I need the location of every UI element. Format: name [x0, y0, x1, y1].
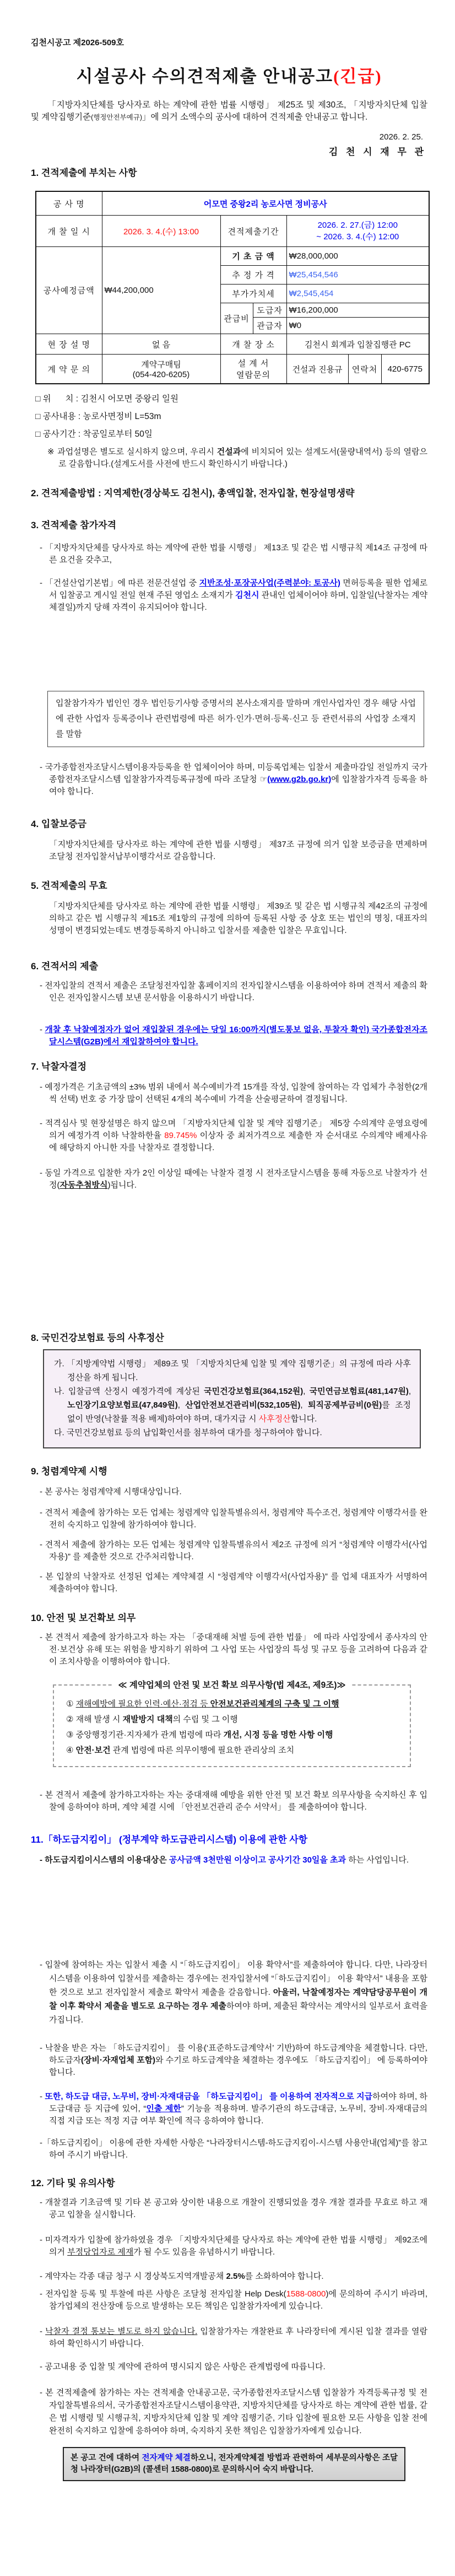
table-value-estimated-price: ₩25,454,546 — [286, 266, 429, 285]
text-run: 2.5% — [226, 2272, 245, 2281]
text-run: 에 비치되어 있는 설계도서(물량내역서) 등의 열람으로 갈음합니다.(설계도서를 사전에 반드시 확인하시기 바랍니다.) — [58, 447, 428, 469]
table-value-contract-inquiry — [102, 355, 220, 384]
text-run: - — [40, 2327, 46, 2336]
table-label-base-amount: 기 초 금 액 — [220, 247, 286, 266]
text-run: 하는 사업입니다. — [346, 1855, 409, 1865]
text-run: 1588-0800 — [286, 2289, 326, 2299]
section-heading-11: 11.「하도급지킴이」 (정부계약 하도급관리시스템) 이용에 관한 사항 — [31, 1834, 308, 1845]
box-item-da: 다. 국민건강보험료 등의 납입확인서를 첨부하여 대가를 청구하여야 합니다. — [54, 1428, 322, 1437]
submission-period-start: 2026. 2. 27.(금) 12:00 — [317, 221, 398, 230]
page-break-gap — [31, 1192, 427, 1332]
text-run: 89.745% — [164, 1131, 197, 1140]
contract-team: 계약구매팀 — [141, 360, 181, 369]
text-run: 인출 제한 — [146, 2104, 181, 2113]
contract-phone: (054-420-6205) — [132, 370, 190, 379]
text-run: 자동추첨방식 — [59, 1180, 108, 1190]
text-run: 전자계약 체결 — [142, 2454, 191, 2462]
text-run: - 국가종합전자조달시스템이용자등록을 한 업체이어야 하며, 미등록업체는 입찰서 제출마감일 전일까지 국가종합전자조달시스템 입찰참가자격등록규정에 따라 조달청 ☞ — [40, 763, 427, 784]
page-title — [31, 62, 427, 87]
table-label-opening-place: 개 찰 장 소 — [220, 334, 286, 355]
text-run: 를 조정 없이 반영(낙찰률 적용 배제)하여야 하며, 대가지급 시 — [67, 1400, 411, 1424]
text-run: 에 입찰참가자격 등록을 하여야 합니다. — [49, 775, 427, 796]
list-item — [40, 577, 427, 614]
text-run: 사후정산 — [258, 1414, 291, 1424]
table-label-phone: 연락처 — [348, 355, 381, 384]
table-value-contractor-supply: ₩16,200,000 — [286, 303, 429, 318]
text-run: 또한, 하도급 대금, 노무비, 장비·자재대금을 「하도급지킴이」 를 이용하여 전자적으로 지급 — [45, 2092, 373, 2101]
text-run: 합니다. — [290, 1414, 317, 1424]
table-value-project-name: 어모면 중왕2리 농로사면 정비공사 — [102, 191, 429, 216]
table-value-opening-place: 김천시 회계과 입찰집행관 PC — [286, 334, 429, 355]
list-item — [40, 2234, 427, 2258]
text-run: - 적격심사 및 현장설명은 하지 않으며 「지방자치단체 입찰 및 계약 집행기준」 제5장 수의계약 운영요령에 의거 예정가격 이하 낙찰하한율 — [40, 1119, 427, 1140]
text-run: 퇴직공제부금비(0원) — [307, 1400, 382, 1410]
text-run: - 미자격자가 입찰에 참가하였을 경우 「지방자치단체를 당사자로 하는 계약에 관한 법률 시행령」 제92조에 의거 — [40, 2235, 427, 2257]
design-inquiry-line2: 열람문의 — [236, 371, 270, 380]
text-run: - 낙찰을 받은 자는 「하도급지킴이」 를 이용(‘표준하도급계약서’ 기반)하여 하도급계약을 체결합니다. 다만, 하도급자 — [40, 2043, 427, 2065]
safety-obligation-2 — [66, 1712, 402, 1727]
location-item: □ 위 치 : 김천시 어모면 중왕리 일원 — [35, 394, 178, 404]
text-run: - 전자입찰 등록 및 투찰에 따른 사항은 조달청 전자입찰 Help Desk( — [40, 2289, 286, 2299]
text-run: 국민연금보험료(481,147원) — [309, 1387, 409, 1396]
text-run: 가 될 수도 있음을 유념하시기 바랍니다. — [133, 2247, 275, 2257]
text-run: 재해예방에 필요한 인력·예산·점검 등 — [75, 1699, 210, 1709]
design-review-note — [47, 446, 427, 470]
text-run: 하여야 하며, 하도급대금 등 지급에 있어, “ — [49, 2092, 427, 2113]
text-run: )에 문의하여 주시기 바라며, 참가업체의 전산장애 등으로 발생하는 모든 책임은 입찰참가자에게 있습니다. — [49, 2289, 427, 2311]
text-run: - 계약자는 각종 대금 청구 시 경상북도지역개발공채 — [40, 2272, 226, 2281]
list-item — [40, 2326, 427, 2350]
text-run: 부정당업자로 제재 — [67, 2247, 134, 2257]
list-item — [40, 2271, 427, 2283]
text-run: 산업안전보건관리비(532,105원) — [185, 1400, 301, 1410]
text-run: 「지방자치단체를 당사자로 하는 계약에 관한 법률 시행령」 제25조 및 제30조, 「지방자치단체 입찰 및 계약집행기준 — [31, 100, 427, 122]
section-heading-12: 12. 기타 및 유의사항 — [31, 2178, 115, 2188]
text-run: 를 소화하여야 합니다. — [245, 2272, 324, 2281]
table-label-contractor-supply: 도급자 — [253, 303, 286, 318]
intro-paragraph — [31, 99, 427, 124]
text-run: 공사금액 3천만원 이상이고 공사기간 30일을 초과 — [169, 1855, 346, 1865]
work-content-item: □ 공사내용 : 농로사면정비 L=53m — [35, 412, 161, 421]
text-run: 안전보건관리체계의 구축 및 그 이행 — [210, 1699, 339, 1709]
table-label-gov-supply: 관급비 — [220, 303, 253, 334]
table-value-opening-date: 2026. 3. 4.(수) 13:00 — [102, 216, 220, 247]
text-run: ③ 중앙행정기관·지자체가 관계 법령에 따라 — [66, 1730, 224, 1740]
table-label-design-inquiry — [220, 355, 286, 384]
list-item — [40, 2091, 427, 2127]
title-urgent-tag: (긴급) — [333, 67, 382, 86]
text-run: 관내인 업체이어야 하며, 입찰일(낙찰자는 계약체결일)까지 당해 자격이 유지되어야 합니다. — [49, 591, 427, 612]
rebid-notice-item — [40, 1024, 427, 1048]
safety-obligation-4 — [66, 1743, 402, 1758]
table-value-submission-period — [286, 216, 429, 247]
text-run: ” 기능을 적용하며. 발주기관의 하도급대금, 노무비, 장비·자재대금의 직접 지급 또는 적정 지급 여부 확인에 적극 응하여야 합니다. — [49, 2104, 428, 2126]
text-run: 입찰참가자는 개찰완료 후 나라장터에 게시된 입찰 결과를 열람하여 확인하시기 바랍니다. — [49, 2327, 427, 2348]
text-run: 본 공고 건에 대하여 — [71, 2454, 142, 2462]
list-item: - 개찰결과 기초금액 및 기타 본 공고와 상이한 내용으로 개찰이 진행되었을 경우 개찰 결과를 무효로 하고 재공고 입찰을 실시합니다. — [40, 2198, 427, 2219]
g2b-link[interactable]: (www.g2b.go.kr) — [267, 775, 332, 784]
table-label-vat: 부가가치세 — [220, 285, 286, 303]
text-run: 」에 의거 소액수의 공사에 대하여 견적제출 안내공고 합니다. — [142, 112, 368, 122]
bid-bond-paragraph: 「지방자치단체를 당사자로 하는 계약에 관한 법률 시행령」 제37조 규정에 의거 입찰 보증금을 면제하며 조달청 전자입찰서납부이행각서로 갈음합니다. — [49, 840, 427, 861]
table-value-base-amount: ₩28,000,000 — [286, 247, 429, 266]
table-label-gov-supplier: 관급자 — [253, 318, 286, 334]
text-run: ※ 과업설명은 별도로 실시하지 않으며, 우리시 — [47, 447, 217, 457]
text-run: , — [408, 1387, 411, 1396]
list-item: - 견적서 제출에 참가하는 모든 업체는 청렴계약 입찰특별유의서, 청렴계약 특수조건, 청렴계약 이행각서를 완전히 숙지하고 입찰에 참가하여야 합니다. — [40, 1508, 427, 1530]
text-run: 재발방지 대책 — [122, 1715, 173, 1724]
list-item: - 공고내용 중 입찰 및 계약에 관하여 명시되지 않은 사항은 관계법령에 따릅니다. — [40, 2362, 326, 2371]
box-item-na — [54, 1384, 411, 1426]
table-label-site-briefing: 현 장 설 명 — [36, 334, 102, 355]
list-item — [40, 1854, 427, 1866]
list-item — [40, 2042, 427, 2079]
design-inquiry-line1: 설 계 서 — [237, 359, 269, 368]
text-run: 개선, 시정 등을 명한 사항 이행 — [223, 1730, 333, 1740]
list-item — [40, 2288, 427, 2312]
project-info-table — [35, 191, 430, 384]
table-value-phone: 420-6775 — [381, 355, 429, 384]
page-break-gap — [31, 1866, 427, 1958]
text-run: , — [303, 1387, 310, 1396]
text-run: - — [40, 2092, 45, 2101]
signer: 김 천 시 재 무 관 — [328, 147, 426, 157]
section-heading-10: 10. 안전 및 보건확보 의무 — [31, 1613, 136, 1623]
safety-obligation-1 — [66, 1697, 402, 1712]
text-run: ② 재해 발생 시 — [66, 1715, 123, 1724]
text-run: 건설과 — [216, 447, 241, 457]
text-run: )됩니다. — [107, 1180, 137, 1190]
work-period-item: □ 공사기간 : 착공일로부터 50일 — [35, 430, 153, 439]
section-heading-3: 3. 견적제출 참가자격 — [31, 520, 116, 530]
text-run: - 하도급지킴이시스템의 이용대상은 — [40, 1855, 169, 1865]
text-run: - 동일 가격으로 입찰한 자가 2인 이상일 때에는 낙찰자 결정 시 전자조달시스템을 통해 자동으로 낙찰자가 선정( — [40, 1168, 427, 1190]
submission-period-end: ~ 2026. 3. 4.(수) 12:00 — [316, 232, 399, 242]
table-value-site-briefing: 없 음 — [102, 334, 220, 355]
safety-obligations-box — [53, 1681, 411, 1767]
list-item: - 본 견적서 제출에 참가하고자 하는 자는 「중대재해 처벌 등에 관한 법률」 에 따라 사업장에서 종사자의 안전·보건상 유해 또는 위험을 방지하기 위하여 그 사업 또는 사업장의 특성 및 규모 등을 고려하여 다음과 같이 조치사항을 이행하여야 합니다. — [40, 1633, 427, 1666]
list-item: - 본 입찰의 낙찰자로 선정된 업체는 계약체결 시 “청렴계약 이행각서(사업자용)” 를 업체 대표자가 서명하여 제출하여야 합니다. — [40, 1572, 427, 1593]
text-run: 이상자 중 최저가격으로 제출한 자 순서대로 수의계약 배제사유에 해당하지 아니한 자를 낙찰자로 결정합니다. — [49, 1131, 427, 1152]
table-value-budget: ₩44,200,000 — [102, 247, 220, 334]
section-heading-1: 1. 견적제출에 부치는 사항 — [31, 168, 137, 178]
table-label-submission-period: 견적제출기간 — [220, 216, 286, 247]
text-run: (장비·자재업체 포함) — [80, 2056, 156, 2065]
text-run: 관계 법령에 따른 의무이행에 필요한 관리상의 조치 — [110, 1746, 295, 1755]
safety-obligation-3 — [66, 1727, 402, 1743]
text-run: 와 수기로 하도급계약을 체결하는 경우에도 「하도급지킴이」 에 등록하여야 합니다. — [49, 2056, 427, 2077]
text-run: 면허등록을 필한 업체로서 입찰공고 게시일 전일 현재 주된 영업소 소재지가 — [49, 578, 427, 600]
section-heading-9: 9. 청렴계약제 시행 — [31, 1466, 107, 1477]
text-run: 나. 입찰금액 산정시 예정가격에 계상된 — [54, 1387, 204, 1396]
text-run: 하여야 하며, 제출된 확약서는 계약서의 일부로서 효력을 가집니다. — [49, 2001, 427, 2025]
section-heading-5: 5. 견적제출의 무효 — [31, 881, 107, 891]
title-main: 시설공사 수의견적제출 안내공고 — [76, 67, 334, 86]
list-item: - 본 견적서 제출에 참가하고자하는 자는 중대재해 예방을 위한 안전 및 보건 확보 의무사항을 숙지하신 후 입찰에 응하여야 하며, 계약 체결 시에 「안전보건관리 준수 서약서」 를 제출하여야 합니다. — [40, 1790, 427, 1812]
list-item: - 본 공사는 청렴계약제 시행대상입니다. — [40, 1487, 182, 1496]
text-run: , — [300, 1400, 308, 1410]
section-heading-8: 8. 국민건강보험료 등의 사후정산 — [31, 1333, 164, 1343]
section-heading-4: 4. 입찰보증금 — [31, 819, 87, 829]
text-run: ① — [66, 1699, 76, 1709]
table-label-estimated-price: 추 정 가 격 — [220, 266, 286, 285]
text-run: - 입찰에 참여하는 자는 입찰서 제출 시 “「하도급지킴이」 이용 확약서”를 제출하여야 합니다. 다만, 나라장터 시스템을 이용하여 입찰서를 제출하는 경우에는 전자입찰서에 “「하도급지킴이」 이용 확약서” 내용을 포함한 것으로 보고 전자입찰서 제출로 확약서 제출을 갈음합니다. — [40, 1960, 427, 1997]
text-run: - 「건설산업기본법」에 따른 전문건설업 중 — [40, 578, 199, 588]
text-run: 낙찰자 결정 통보는 별도로 하지 않습니다. — [45, 2327, 198, 2336]
section-heading-6: 6. 견적서의 제출 — [31, 961, 99, 972]
list-item — [40, 761, 427, 798]
list-item: - 견적서 제출에 참가하는 모든 업체는 청렴계약 입찰특별유의서 제2조 규정에 의거 “청렴계약 이행각서(사업자용)” 를 제출한 것으로 간주처리합니다. — [40, 1540, 427, 1561]
list-item — [40, 1167, 427, 1192]
table-label-project-name: 공 사 명 — [36, 191, 102, 216]
list-item: - 예정가격은 기초금액의 ±3% 범위 내에서 복수예비가격 15개를 작성, 입찰에 참여하는 각 업체가 추첨한(2개씩 선택) 번호 중 가장 많이 선택된 4개의 복수예비 가격을 산술평균하여 결정됩니다. — [40, 1082, 427, 1104]
notice-number: 김천시공고 제2026-509호 — [31, 38, 124, 47]
announcement-date: 2026. 2. 25. — [379, 132, 423, 142]
table-label-contract-inquiry: 계 약 문 의 — [36, 355, 102, 384]
text-run: 김천시 — [235, 591, 259, 600]
text-run: 하오니, 전자계약체결 방법과 관련하여 세부문의사항은 조달청 나라장터(G2B)의 (콜센터 1588-0800)로 문의하시어 숙지 바랍니다. — [71, 2454, 398, 2474]
list-item: - 전자입찰의 견적서 제출은 조달청전자입찰 홈페이지의 전자입찰시스템을 이용하여야 하며 견적서 제출의 확인은 전자입찰시스템 보낸 문서함을 이용하시기 바랍니다. — [40, 981, 427, 1002]
section-heading-7: 7. 낙찰자결정 — [31, 1061, 87, 1072]
text-run: - — [40, 1025, 45, 1034]
safety-obligations-box-title: ≪ 계약업체의 안전 및 보건 확보 의무사항(법 제4조, 제9조)≫ — [112, 1678, 351, 1690]
e-contract-notice-box — [63, 2447, 405, 2481]
section-heading-2: 2. 견적제출방법 : 지역제한(경상북도 김천시), 총액입찰, 전자입찰, 현장설명생략 — [31, 488, 355, 498]
text-run: 의 수립 및 그 이행 — [172, 1715, 238, 1724]
list-item: - 「지방자치단체를 당사자로 하는 계약에 관한 법률 시행령」 제13조 및 같은 법 시행규칙 제14조 규정에 따른 요건을 갖추고, — [40, 543, 427, 565]
text-run: ④ — [66, 1746, 76, 1755]
text-run: 노인장기요양보험료(47,849원) — [67, 1400, 178, 1410]
table-label-opening-date: 개 찰 일 시 — [36, 216, 102, 247]
text-run: 안전·보건 — [75, 1746, 111, 1755]
list-item — [40, 1958, 427, 2027]
list-item: -「하도급지킴이」 이용에 관한 자세한 사항은 “나라장터시스템-하도급지킴이-시스템 사용안내(업체)”를 참고하여 주시기 바랍니다. — [40, 2138, 427, 2160]
table-value-gov-supplier: ₩0 — [286, 318, 429, 334]
list-item: - 본 견적제출에 참가하는 자는 견적제출 안내공고문, 국가종합전자조달시스템 입찰참가 자격등록규정 및 전자입찰특별유의서, 국가종합전자조달시스템이용약관, 지방자치단체를 당사자로 하는 계약에 관한 법률, 같은 법 시행령 및 시행규칙, 지방자치단체 입찰 및 계약 집행기준, 기타 입찰에 필요한 모든 사항을 입찰 전에 완전히 숙지하고 입찰에 응하여야 하며, 숙지하지 못한 책임은 입찰참가자에게 있습니다. — [40, 2388, 427, 2435]
text-run: 아울러, 낙찰예정자는 계약담당공무원이 개찰 이후 확약서 제출을 별도로 요구하는 경우 제출 — [49, 1988, 427, 2011]
license-type-link[interactable]: 지반조성·포장공사업(주력분야: 토공사) — [199, 578, 340, 588]
table-label-budget: 공사예정금액 — [36, 247, 102, 334]
list-item — [40, 1118, 427, 1154]
table-value-vat: ₩2,545,454 — [286, 285, 429, 303]
box-item-ga: 가. 「지방계약법 시행령」 제89조 및 「지방자치단체 입찰 및 계약 집행기준」의 규정에 따라 사후정산을 하게 됩니다. — [54, 1359, 411, 1382]
business-location-note-box: 입찰참가자가 법인인 경우 법인등기사항 증명서의 본사소재지를 말하며 개인사업자인 경우 해당 사업에 관한 사업자 등록증이나 관련법령에 따른 허가·인가·면허·등록·신고 등 관련서류의 사업장 소재지를 말함 — [47, 691, 424, 747]
table-value-design-contact: 건설과 진용규 — [286, 355, 348, 384]
text-run: 개찰 후 낙찰예정자가 없어 재입찰된 경우에는 당일 16:00까지(별도통보 없음, 투찰자 확인) 국가종합전자조달시스템(G2B)에서 재입찰하여야 합니다. — [45, 1025, 427, 1046]
text-run: (행정안전부예규) — [91, 114, 142, 121]
text-run: , — [177, 1400, 186, 1410]
invalid-bid-paragraph: 「지방자치단체를 당사자로 하는 계약에 관한 법률 시행령」 제39조 및 같은 법 시행규칙 제42조의 규정에 의하고 같은 법 시행규칙 제15조 제1항의 규정에 의하여 등록된 사항 중 상호 또는 법인의 명칭, 대표자의 성명이 변경되었는데도 변경등록하지 아니하고 입찰서를 제출한 입찰은 무효입니다. — [49, 901, 427, 935]
text-run: 국민건강보험료(364,152원) — [204, 1387, 304, 1396]
insurance-settlement-box — [43, 1349, 421, 1448]
